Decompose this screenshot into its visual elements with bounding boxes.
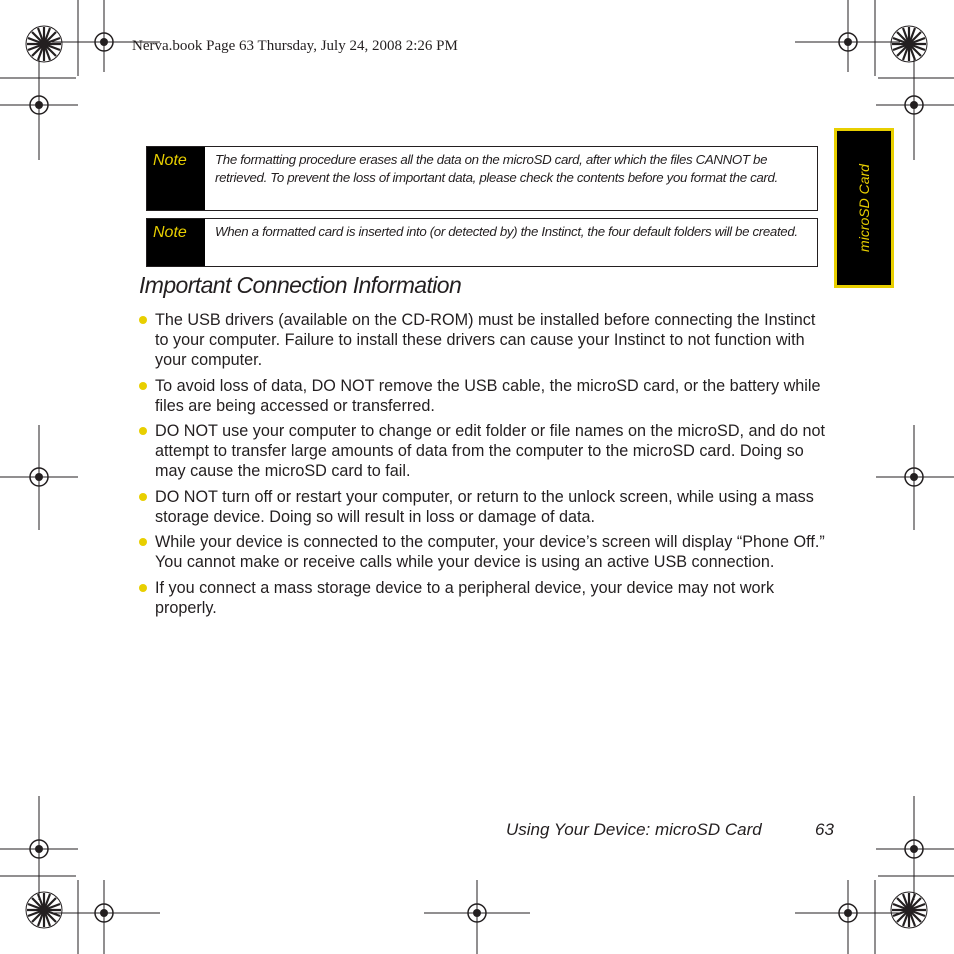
bullet-item	[139, 578, 829, 618]
bullet-dot-icon	[139, 538, 147, 546]
section-heading: Important Connection Information	[139, 272, 462, 298]
bullet-text: While your device is connected to the computer, your device’s screen will display “Phone Off.” You cannot make or receive calls while your device is using an active USB connection.	[155, 533, 825, 571]
bullet-text: To avoid loss of data, DO NOT remove the USB cable, the microSD card, or the battery while files are being accessed or transferred.	[155, 376, 821, 415]
chapter-tab	[834, 128, 894, 288]
running-footer: Using Your Device: microSD Card	[506, 820, 762, 839]
bullet-dot-icon	[139, 316, 147, 324]
print-slug: Nerva.book Page 63 Thursday, July 24, 2008 2:26 PM	[132, 38, 458, 54]
note-text: When a formatted card is inserted into (or detected by) the Instinct, the four default folders will be created.	[215, 224, 798, 239]
bullet-dot-icon	[139, 584, 147, 592]
bullet-item	[139, 487, 829, 527]
bullet-text: DO NOT use your computer to change or edit folder or file names on the microSD, and do not attempt to transfer large amounts of data from the computer to the microSD card. Doing so may cause the microSD card to fail.	[155, 422, 826, 480]
bullet-text: The USB drivers (available on the CD-ROM) must be installed before connecting the Instinct to your computer. Failure to install these drivers can cause your Instinct to not function with your computer.	[155, 311, 816, 369]
bullet-dot-icon	[139, 427, 147, 435]
bullet-text: If you connect a mass storage device to a peripheral device, your device may not work properly.	[155, 578, 775, 617]
page-number: 63	[815, 820, 834, 839]
note-label: Note	[147, 147, 205, 210]
chapter-tab-label: microSD Card	[856, 164, 872, 252]
bullet-text: DO NOT turn off or restart your computer, or return to the unlock screen, while using a mass storage device. Doing so will result in loss or damage of data.	[155, 487, 814, 526]
bullet-item	[139, 376, 829, 416]
note-text: The formatting procedure erases all the data on the microSD card, after which the files CANNOT be retrieved. To prevent the loss of important data, please check the contents before you format the card.	[215, 152, 778, 185]
bullet-item	[139, 310, 829, 370]
bullet-dot-icon	[139, 382, 147, 390]
bullet-list	[139, 310, 829, 623]
bullet-item	[139, 421, 829, 481]
bullet-dot-icon	[139, 493, 147, 501]
bullet-item	[139, 532, 829, 572]
note-box	[146, 218, 818, 267]
note-label: Note	[147, 219, 205, 266]
note-box	[146, 146, 818, 211]
